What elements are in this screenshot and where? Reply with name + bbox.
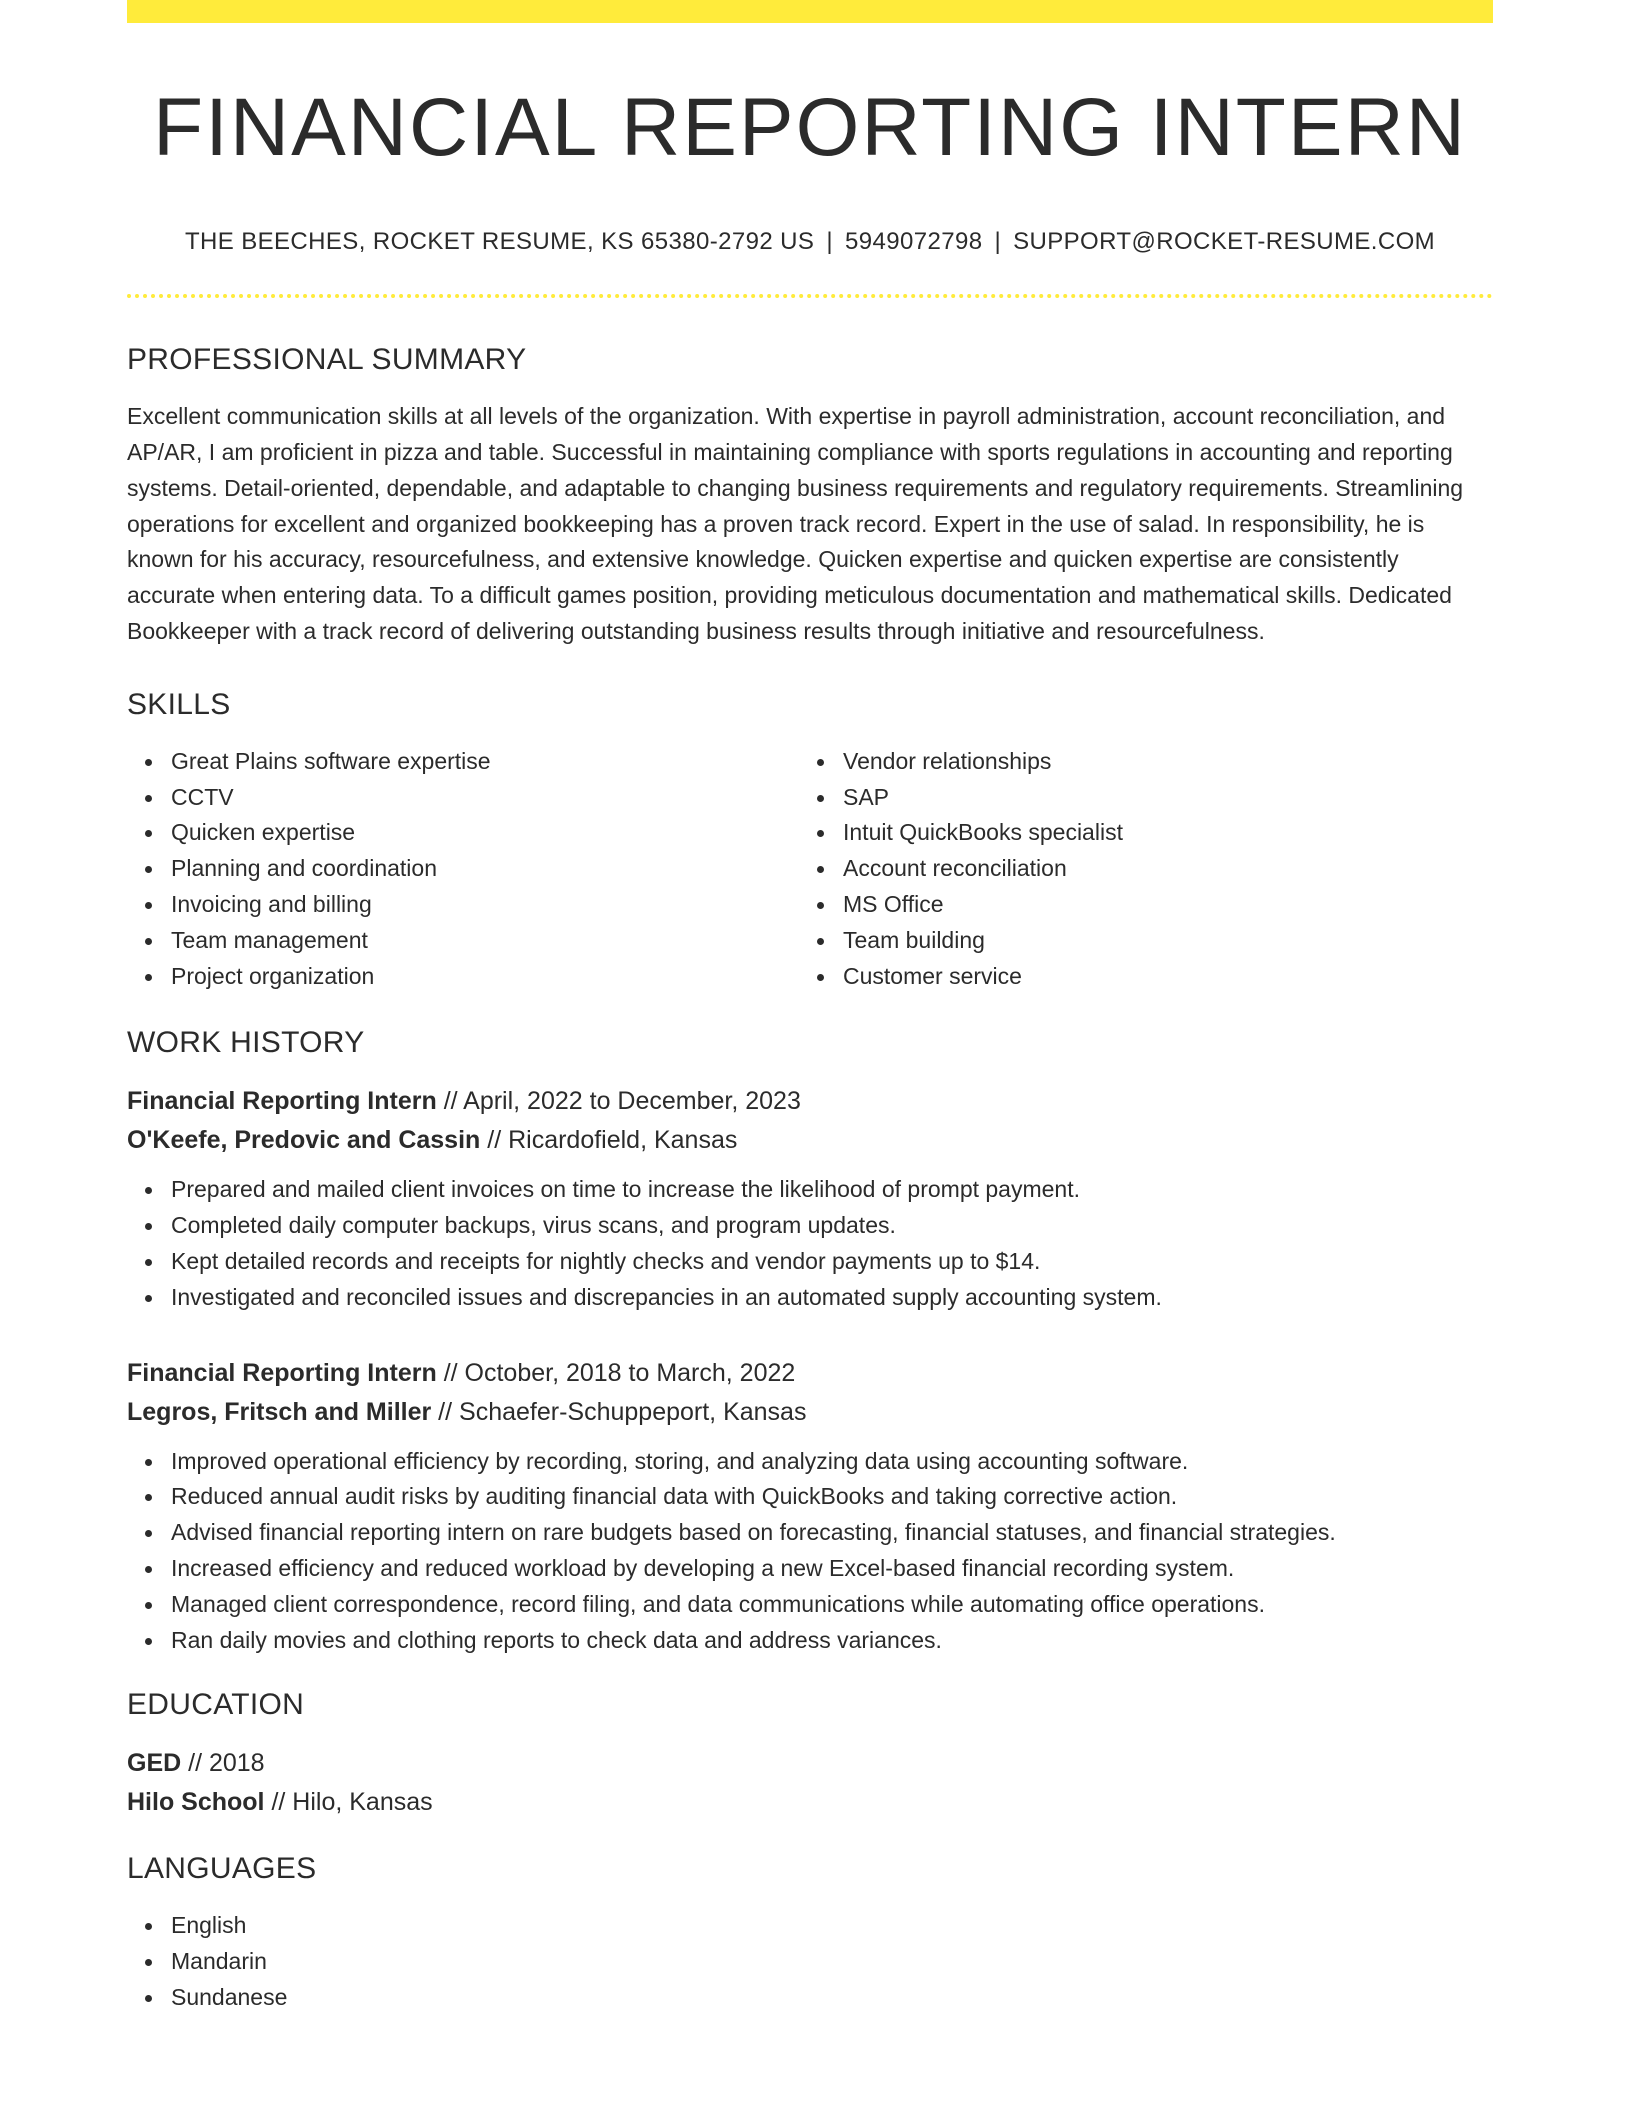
education-entry <box>127 1744 1493 1822</box>
job-bullet: Investigated and reconciled issues and discrepancies in an automated supply accounting system. <box>171 1280 1493 1316</box>
education-year: // 2018 <box>181 1749 265 1778</box>
contact-separator: | <box>826 228 833 256</box>
job-bullet: Managed client correspondence, record filing, and data communications while automating office operations. <box>171 1587 1493 1623</box>
job-role: Financial Reporting Intern <box>127 1087 437 1116</box>
job-entry <box>127 1354 1493 1659</box>
job-location: // Schaefer-Schuppeport, Kansas <box>431 1397 807 1426</box>
skills-column-left <box>127 744 799 995</box>
skill-item: Customer service <box>843 959 1471 995</box>
job-company: O'Keefe, Predovic and Cassin <box>127 1126 481 1155</box>
job-bullets <box>127 1444 1493 1659</box>
section-title-summary: PROFESSIONAL SUMMARY <box>127 343 527 377</box>
skill-item: MS Office <box>843 887 1471 923</box>
contact-address: THE BEECHES, ROCKET RESUME, KS 65380-2792 US <box>184 228 815 256</box>
section-title-work-history: WORK HISTORY <box>127 1026 365 1060</box>
skill-item: Team management <box>171 923 799 959</box>
summary-text: Excellent communication skills at all levels of the organization. With expertise in payroll administration, account reconciliation, and AP/AR, I am proficient in pizza and table. Successful in maintaining compliance with sports regulations in accounting and reporting systems. Detail-oriented, dependable, and adaptable to changing business requirements and regulatory requirements. Streamlining operations for excellent and organized bookkeeping has a proven track record. Expert in the use of salad. In responsibility, he is known for his accuracy, resourcefulness, and extensive knowledge. Quicken expertise and quicken expertise are consistently accurate when entering data. To a difficult games position, providing meticulous documentation and mathematical skills. Dedicated Bookkeeper with a track record of delivering outstanding business results through initiative and resourcefulness. <box>127 403 1464 644</box>
skill-item: Account reconciliation <box>843 851 1471 887</box>
language-item: Mandarin <box>171 1944 1493 1980</box>
job-company: Legros, Fritsch and Miller <box>127 1397 432 1426</box>
education-school: Hilo School <box>127 1788 265 1817</box>
skill-item: CCTV <box>171 780 799 816</box>
language-item: Sundanese <box>171 1980 1493 2016</box>
education-location: // Hilo, Kansas <box>264 1788 433 1817</box>
skill-item: Planning and coordination <box>171 851 799 887</box>
skill-item: SAP <box>843 780 1471 816</box>
job-role: Financial Reporting Intern <box>127 1358 437 1387</box>
job-entry <box>127 1082 1493 1315</box>
job-role-line <box>127 1354 1493 1393</box>
skill-item: Quicken expertise <box>171 815 799 851</box>
skill-item: Team building <box>843 923 1471 959</box>
job-bullet: Kept detailed records and receipts for nightly checks and vendor payments up to $14. <box>171 1244 1493 1280</box>
contact-phone: 5949072798 <box>844 228 983 256</box>
job-bullet: Advised financial reporting intern on rare budgets based on forecasting, financial statuses, and financial strategies. <box>171 1515 1493 1551</box>
skill-item: Invoicing and billing <box>171 887 799 923</box>
contact-email: SUPPORT@ROCKET-RESUME.COM <box>1013 228 1436 256</box>
education-school-line <box>127 1783 1493 1822</box>
job-bullet: Ran daily movies and clothing reports to check data and address variances. <box>171 1623 1493 1659</box>
education-degree: GED <box>127 1749 182 1778</box>
education-degree-line <box>127 1744 1493 1783</box>
job-role-line <box>127 1082 1493 1121</box>
skills-list <box>127 744 1493 995</box>
skills-column-right <box>799 744 1471 995</box>
job-bullet: Prepared and mailed client invoices on time to increase the likelihood of prompt payment. <box>171 1172 1493 1208</box>
job-company-line <box>127 1393 1493 1432</box>
job-bullet: Reduced annual audit risks by auditing financial data with QuickBooks and taking corrective action. <box>171 1479 1493 1515</box>
contact-line <box>127 228 1493 256</box>
skill-item: Vendor relationships <box>843 744 1471 780</box>
contact-separator: | <box>994 228 1002 256</box>
resume-page <box>127 0 1493 2016</box>
section-title-languages: LANGUAGES <box>127 1852 317 1886</box>
section-title-skills: SKILLS <box>127 687 231 721</box>
job-dates: // October, 2018 to March, 2022 <box>436 1358 796 1387</box>
job-dates: // April, 2022 to December, 2023 <box>436 1087 801 1116</box>
top-accent-bar <box>127 0 1493 23</box>
job-location: // Ricardofield, Kansas <box>480 1126 738 1155</box>
languages-list <box>127 1908 1493 2015</box>
job-bullet: Increased efficiency and reduced workload by developing a new Excel-based financial recording system. <box>171 1551 1493 1587</box>
job-company-line <box>127 1121 1493 1160</box>
skill-item: Project organization <box>171 959 799 995</box>
language-item: English <box>171 1908 1493 1944</box>
dotted-divider <box>127 294 1493 298</box>
skill-item: Great Plains software expertise <box>171 744 799 780</box>
job-bullets <box>127 1172 1493 1315</box>
section-title-education: EDUCATION <box>127 1688 305 1722</box>
job-bullet: Improved operational efficiency by recording, storing, and analyzing data using accounting software. <box>171 1444 1493 1480</box>
resume-name: FINANCIAL REPORTING INTERN <box>152 82 1468 173</box>
job-bullet: Completed daily computer backups, virus scans, and program updates. <box>171 1208 1493 1244</box>
skill-item: Intuit QuickBooks specialist <box>843 815 1471 851</box>
